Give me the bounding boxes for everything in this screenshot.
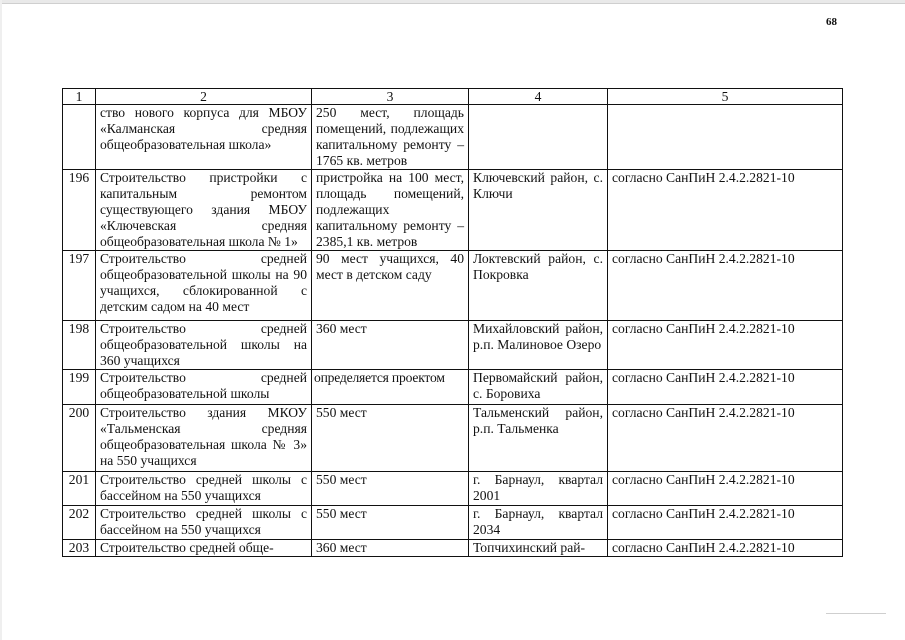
table-row xyxy=(63,370,843,405)
location: Михайловский район, р.п. Малиновое Озеро xyxy=(469,321,608,370)
capacity: 550 мест xyxy=(312,506,469,540)
norm-reference: согласно СанПиН 2.4.2.2821-10 xyxy=(608,370,843,405)
table-row xyxy=(63,321,843,370)
object-name: Строительство средней обще- xyxy=(96,540,312,557)
table-row xyxy=(63,540,843,557)
object-name: Строительство здания МКОУ «Тальменская средняя общеобразовательная школа № 3» на 550 учащихся xyxy=(96,405,312,472)
norm-reference: согласно СанПиН 2.4.2.2821-10 xyxy=(608,472,843,506)
column-header-4: 4 xyxy=(469,89,608,105)
document-table xyxy=(62,88,843,557)
table-row xyxy=(63,170,843,251)
table-row xyxy=(63,105,843,170)
capacity: 90 мест учащихся, 40 мест в детском саду xyxy=(312,251,469,321)
location: Тальменский район, р.п. Тальменка xyxy=(469,405,608,472)
scan-top-line xyxy=(0,3,905,4)
row-number: 199 xyxy=(63,370,96,405)
row-number: 198 xyxy=(63,321,96,370)
location: Топчихинский рай- xyxy=(469,540,608,557)
object-name: Строительство средней школы с бассейном на 550 учащихся xyxy=(96,506,312,540)
norm-reference: согласно СанПиН 2.4.2.2821-10 xyxy=(608,405,843,472)
column-header-3: 3 xyxy=(312,89,469,105)
table-row xyxy=(63,251,843,321)
row-number: 202 xyxy=(63,506,96,540)
row-number: 197 xyxy=(63,251,96,321)
row-number: 196 xyxy=(63,170,96,251)
row-number: 203 xyxy=(63,540,96,557)
norm-reference xyxy=(608,105,843,170)
scan-bottom-mark xyxy=(826,613,886,614)
location: Локтевский район, с. Покровка xyxy=(469,251,608,321)
table-row xyxy=(63,405,843,472)
object-name: Строительство пристройки с капитальным ремонтом существующего здания МБОУ «Ключевская средняя общеобразовательная школа № 1» xyxy=(96,170,312,251)
location: Первомайский район, с. Боровиха xyxy=(469,370,608,405)
table-row xyxy=(63,472,843,506)
capacity: 360 мест xyxy=(312,540,469,557)
capacity: определяется проектом xyxy=(312,370,469,405)
object-name: Строительство средней школы с бассейном на 550 учащихся xyxy=(96,472,312,506)
location: Ключевский район, с. Ключи xyxy=(469,170,608,251)
norm-reference: согласно СанПиН 2.4.2.2821-10 xyxy=(608,170,843,251)
scan-left-edge xyxy=(0,0,2,640)
column-header-1: 1 xyxy=(63,89,96,105)
object-name: Строительство средней общеобразовательной школы на 90 учащихся, сблокированной с детским садом на 40 мест xyxy=(96,251,312,321)
row-number xyxy=(63,105,96,170)
norm-reference: согласно СанПиН 2.4.2.2821-10 xyxy=(608,321,843,370)
capacity: пристройка на 100 мест, площадь помещений, подлежащих капитальному ремонту – 2385,1 кв. метров xyxy=(312,170,469,251)
column-header-5: 5 xyxy=(608,89,843,105)
object-name: ство нового корпуса для МБОУ «Калманская средняя общеобразовательная школа» xyxy=(96,105,312,170)
norm-reference: согласно СанПиН 2.4.2.2821-10 xyxy=(608,251,843,321)
row-number: 200 xyxy=(63,405,96,472)
object-name: Строительство средней общеобразовательной школы xyxy=(96,370,312,405)
object-name: Строительство средней общеобразовательной школы на 360 учащихся xyxy=(96,321,312,370)
capacity: 360 мест xyxy=(312,321,469,370)
capacity: 550 мест xyxy=(312,472,469,506)
column-header-2: 2 xyxy=(96,89,312,105)
location xyxy=(469,105,608,170)
table-header-row xyxy=(63,89,843,105)
location: г. Барнаул, квартал 2034 xyxy=(469,506,608,540)
capacity: 250 мест, площадь помещений, подлежащих капитальному ремонту – 1765 кв. метров xyxy=(312,105,469,170)
page-number: 68 xyxy=(826,16,837,28)
row-number: 201 xyxy=(63,472,96,506)
table-row xyxy=(63,506,843,540)
capacity: 550 мест xyxy=(312,405,469,472)
location: г. Барнаул, квартал 2001 xyxy=(469,472,608,506)
norm-reference: согласно СанПиН 2.4.2.2821-10 xyxy=(608,506,843,540)
norm-reference: согласно СанПиН 2.4.2.2821-10 xyxy=(608,540,843,557)
